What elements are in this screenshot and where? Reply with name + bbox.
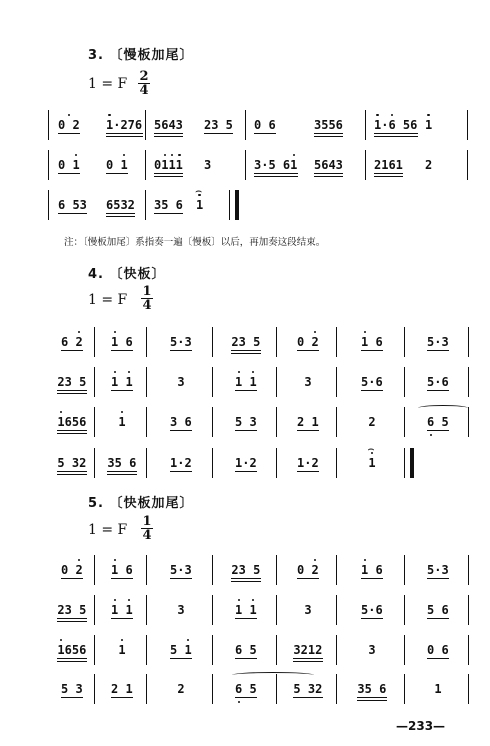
underline [314, 133, 343, 134]
barline [365, 110, 366, 140]
time-sig-denominator: 4 [139, 83, 149, 98]
underline [57, 393, 86, 394]
barline [276, 367, 277, 397]
underline [170, 471, 192, 472]
notation-group: 1 6 [111, 335, 133, 349]
underline [231, 353, 260, 354]
notation-group: 2 1 [297, 415, 319, 429]
notation-group: 1 1 [235, 375, 257, 389]
underline [357, 697, 386, 698]
barline [404, 674, 405, 704]
underline [297, 350, 319, 351]
notation-group: 5 32 [57, 456, 87, 470]
notation-group: 5·3 [427, 563, 449, 577]
notation-group: 0111 [154, 158, 183, 172]
barline [48, 110, 49, 140]
time-signature-5 [141, 515, 153, 542]
octave-dot-high [252, 599, 254, 601]
barline [404, 367, 405, 397]
underline [154, 173, 183, 174]
time-sig-numerator: 1 [142, 284, 152, 299]
key-signature-5: 1 = F [88, 522, 128, 538]
underline [231, 581, 260, 582]
section-title-3: 3. 〔慢板加尾〕 [88, 48, 194, 63]
underline [154, 133, 183, 134]
underline [235, 430, 257, 431]
barline [468, 674, 469, 704]
octave-dot-high [427, 114, 429, 116]
barline [276, 448, 277, 478]
underline [170, 430, 192, 431]
underline [235, 658, 257, 659]
notation-group: 0 2 [297, 335, 319, 349]
underline [111, 697, 133, 698]
octave-dot-high [68, 114, 70, 116]
underline [254, 133, 276, 134]
underline [154, 136, 183, 137]
octave-dot-high [114, 559, 116, 561]
octave-dot-high [238, 371, 240, 373]
barline [146, 367, 147, 397]
notation-group: 1 [425, 118, 433, 132]
notation-group: 3·5 61 [254, 158, 298, 172]
octave-dot-high [171, 154, 173, 156]
octave-dot-high [178, 154, 180, 156]
barline [336, 595, 337, 625]
underline [427, 618, 449, 619]
notation-group: 1·6 56 [374, 118, 418, 132]
notation-group: 5643 [154, 118, 183, 132]
barline [404, 555, 405, 585]
barline [145, 190, 146, 220]
underline [170, 350, 192, 351]
octave-dot-high [128, 599, 130, 601]
tie-slur [418, 405, 468, 411]
notation-group: 23 5 [231, 335, 261, 349]
underline [427, 350, 449, 351]
notation-group: 23 5 [57, 603, 87, 617]
barline [276, 555, 277, 585]
time-sig-denominator: 4 [142, 528, 152, 543]
notation-group: 35 6 [357, 682, 387, 696]
barline [94, 407, 95, 437]
underline [293, 658, 322, 659]
barline [276, 327, 277, 357]
underline [57, 474, 86, 475]
barline [404, 448, 405, 478]
notation-group: 3556 [314, 118, 343, 132]
underline [374, 136, 418, 137]
underline [57, 430, 86, 431]
notation-group: 1·2 [297, 456, 319, 470]
octave-dot-high [60, 639, 62, 641]
octave-dot-high [75, 154, 77, 156]
notation-group: 5·6 [361, 603, 383, 617]
notation-group: 3 [177, 603, 185, 617]
octave-dot-high [187, 639, 189, 641]
notation-group: 6 5 [235, 682, 257, 696]
notation-group: 1 [434, 682, 442, 696]
barline [245, 110, 246, 140]
notation-group: 2 1 [111, 682, 133, 696]
octave-dot-high [78, 559, 80, 561]
barline [212, 448, 213, 478]
underline [235, 618, 257, 619]
underline [106, 213, 135, 214]
barline [212, 595, 213, 625]
section-note: 注：〔慢板加尾〕系指奏一遍〔慢板〕以后，再加奏这段结束。 [64, 237, 326, 248]
notation-group: 6 2 [61, 335, 83, 349]
section-title-4: 4. 〔快板〕 [88, 267, 166, 282]
notation-group: 1 [118, 643, 126, 657]
octave-dot-low [430, 434, 432, 436]
final-barline [410, 448, 414, 478]
octave-dot-high [364, 331, 366, 333]
barline [146, 327, 147, 357]
underline [57, 661, 86, 662]
barline [212, 367, 213, 397]
notation-group: 2 [177, 682, 185, 696]
barline [336, 555, 337, 585]
notation-group: 1·276 [106, 118, 143, 132]
underline [57, 471, 86, 472]
barline [94, 595, 95, 625]
underline [427, 390, 449, 391]
underline [297, 578, 319, 579]
barline [146, 407, 147, 437]
underline [170, 658, 192, 659]
notation-group: 6532 [106, 198, 135, 212]
notation-group: 1 6 [111, 563, 133, 577]
barline [212, 674, 213, 704]
notation-group: 0 1 [58, 158, 80, 172]
barline [146, 635, 147, 665]
notation-group: 6 53 [58, 198, 87, 212]
barline [94, 448, 95, 478]
barline [468, 595, 469, 625]
underline [106, 173, 128, 174]
notation-group: 1 1 [111, 603, 133, 617]
barline [404, 407, 405, 437]
barline [94, 635, 95, 665]
notation-group: 3212 [293, 643, 323, 657]
octave-dot-high [314, 331, 316, 333]
barline [48, 150, 49, 180]
notation-group: 5·3 [170, 335, 192, 349]
underline [314, 136, 343, 137]
barline [229, 190, 230, 220]
fermata-icon: ⌢ [367, 442, 375, 455]
underline [106, 216, 135, 217]
underline [314, 176, 343, 177]
barline [94, 674, 95, 704]
notation-group: 0 2 [297, 563, 319, 577]
underline [57, 618, 86, 619]
underline [57, 621, 86, 622]
notation-group: 23 5 [204, 118, 233, 132]
notation-group: 1656 [57, 643, 87, 657]
key-signature-4: 1 = F [88, 292, 128, 308]
barline [212, 635, 213, 665]
time-sig-numerator: 1 [142, 514, 152, 529]
underline [297, 471, 319, 472]
underline [57, 390, 86, 391]
octave-dot-high [293, 154, 295, 156]
barline [276, 674, 277, 704]
notation-group: 3 [304, 375, 312, 389]
notation-group: 1·2 [170, 456, 192, 470]
notation-group: 1·2 [235, 456, 257, 470]
underline [297, 430, 319, 431]
underline [106, 136, 143, 137]
notation-group: 0 6 [427, 643, 449, 657]
underline [293, 697, 322, 698]
notation-group: 6 5 [427, 415, 449, 429]
octave-dot-high [123, 154, 125, 156]
time-sig-denominator: 4 [142, 298, 152, 313]
notation-group: 35 6 [154, 198, 183, 212]
barline [467, 110, 468, 140]
notation-group: 5 6 [427, 603, 449, 617]
octave-dot-high [114, 371, 116, 373]
octave-dot-low [238, 701, 240, 703]
barline [146, 555, 147, 585]
notation-group: 1656 [57, 415, 87, 429]
barline [48, 190, 49, 220]
notation-group: 1 [196, 198, 204, 212]
underline [231, 578, 260, 579]
underline [204, 133, 233, 134]
final-barline [235, 190, 239, 220]
underline [57, 658, 86, 659]
notation-group: 1 6 [361, 335, 383, 349]
time-signature-4 [141, 285, 153, 312]
notation-group: 2 [368, 415, 376, 429]
underline [235, 697, 257, 698]
notation-group: 5 3 [61, 682, 83, 696]
octave-dot-high [114, 331, 116, 333]
underline [374, 133, 418, 134]
notation-group: 3 6 [170, 415, 192, 429]
underline [111, 578, 133, 579]
barline [145, 110, 146, 140]
octave-dot-high [252, 371, 254, 373]
barline [146, 595, 147, 625]
octave-dot-high [121, 411, 123, 413]
notation-group: 5·6 [427, 375, 449, 389]
notation-group: 23 5 [231, 563, 261, 577]
notation-group: 1 [118, 415, 126, 429]
notation-group: 0 2 [61, 563, 83, 577]
underline [111, 618, 133, 619]
barline [336, 367, 337, 397]
time-sig-numerator: 2 [139, 69, 149, 84]
barline [468, 367, 469, 397]
underline [254, 176, 298, 177]
notation-group: 5643 [314, 158, 343, 172]
underline [374, 173, 403, 174]
underline [58, 133, 80, 134]
octave-dot-high [164, 154, 166, 156]
underline [154, 176, 183, 177]
octave-dot-high [108, 114, 110, 116]
barline [145, 150, 146, 180]
underline [361, 578, 383, 579]
notation-group: 5·3 [170, 563, 192, 577]
barline [276, 635, 277, 665]
octave-dot-high [60, 411, 62, 413]
barline [468, 555, 469, 585]
notation-group: 5 1 [170, 643, 192, 657]
time-signature-3 [138, 70, 150, 97]
barline [404, 327, 405, 357]
underline [314, 173, 343, 174]
underline [357, 700, 386, 701]
underline [235, 390, 257, 391]
underline [235, 471, 257, 472]
notation-group: 35 6 [107, 456, 137, 470]
notation-group: 5 3 [235, 415, 257, 429]
barline [467, 150, 468, 180]
underline [107, 474, 136, 475]
notation-group: 3 [304, 603, 312, 617]
octave-dot-high [376, 114, 378, 116]
barline [276, 407, 277, 437]
notation-group: 2 [425, 158, 433, 172]
barline [365, 150, 366, 180]
underline [106, 133, 143, 134]
barline [336, 635, 337, 665]
underline [231, 350, 260, 351]
underline [58, 213, 87, 214]
underline [107, 471, 136, 472]
underline [154, 213, 183, 214]
underline [374, 176, 403, 177]
octave-dot-high [364, 559, 366, 561]
underline [61, 697, 83, 698]
underline [254, 173, 298, 174]
underline [61, 578, 83, 579]
notation-group: 0 6 [254, 118, 276, 132]
key-signature-3: 1 = F [88, 76, 128, 92]
notation-group: 5·3 [427, 335, 449, 349]
barline [94, 555, 95, 585]
notation-group: 3 [177, 375, 185, 389]
barline [404, 635, 405, 665]
fermata-icon: ⌢ [195, 184, 203, 197]
barline [468, 635, 469, 665]
page-number: —233— [396, 719, 446, 733]
notation-group: 5 32 [293, 682, 323, 696]
octave-dot-high [314, 559, 316, 561]
barline [468, 407, 469, 437]
notation-group: 0 2 [58, 118, 80, 132]
notation-group: 1 1 [111, 375, 133, 389]
octave-dot-high [391, 114, 393, 116]
barline [404, 595, 405, 625]
octave-dot-high [114, 599, 116, 601]
underline [361, 350, 383, 351]
barline [336, 407, 337, 437]
underline [61, 350, 83, 351]
underline [58, 173, 80, 174]
underline [293, 661, 322, 662]
notation-group: 3 [204, 158, 212, 172]
octave-dot-high [238, 599, 240, 601]
barline [276, 595, 277, 625]
barline [468, 327, 469, 357]
notation-group: 6 5 [235, 643, 257, 657]
underline [427, 430, 449, 431]
octave-dot-high [121, 639, 123, 641]
octave-dot-high [128, 371, 130, 373]
barline [94, 367, 95, 397]
underline [427, 578, 449, 579]
barline [94, 327, 95, 357]
underline [111, 390, 133, 391]
barline [212, 327, 213, 357]
barline [336, 448, 337, 478]
notation-group: 3 [368, 643, 376, 657]
underline [361, 390, 383, 391]
tie-slur [232, 672, 314, 678]
barline [146, 448, 147, 478]
notation-group: 23 5 [57, 375, 87, 389]
notation-group: 1 1 [235, 603, 257, 617]
barline [212, 555, 213, 585]
octave-dot-high [78, 331, 80, 333]
notation-group: 1 [368, 456, 376, 470]
notation-group: 2161 [374, 158, 403, 172]
underline [361, 618, 383, 619]
notation-group: 5·6 [361, 375, 383, 389]
underline [170, 578, 192, 579]
underline [111, 350, 133, 351]
underline [427, 658, 449, 659]
section-title-5: 5. 〔快板加尾〕 [88, 496, 194, 511]
notation-group: 0 1 [106, 158, 128, 172]
underline [57, 433, 86, 434]
barline [336, 674, 337, 704]
barline [212, 407, 213, 437]
barline [146, 674, 147, 704]
barline [245, 150, 246, 180]
notation-group: 1 6 [361, 563, 383, 577]
barline [336, 327, 337, 357]
